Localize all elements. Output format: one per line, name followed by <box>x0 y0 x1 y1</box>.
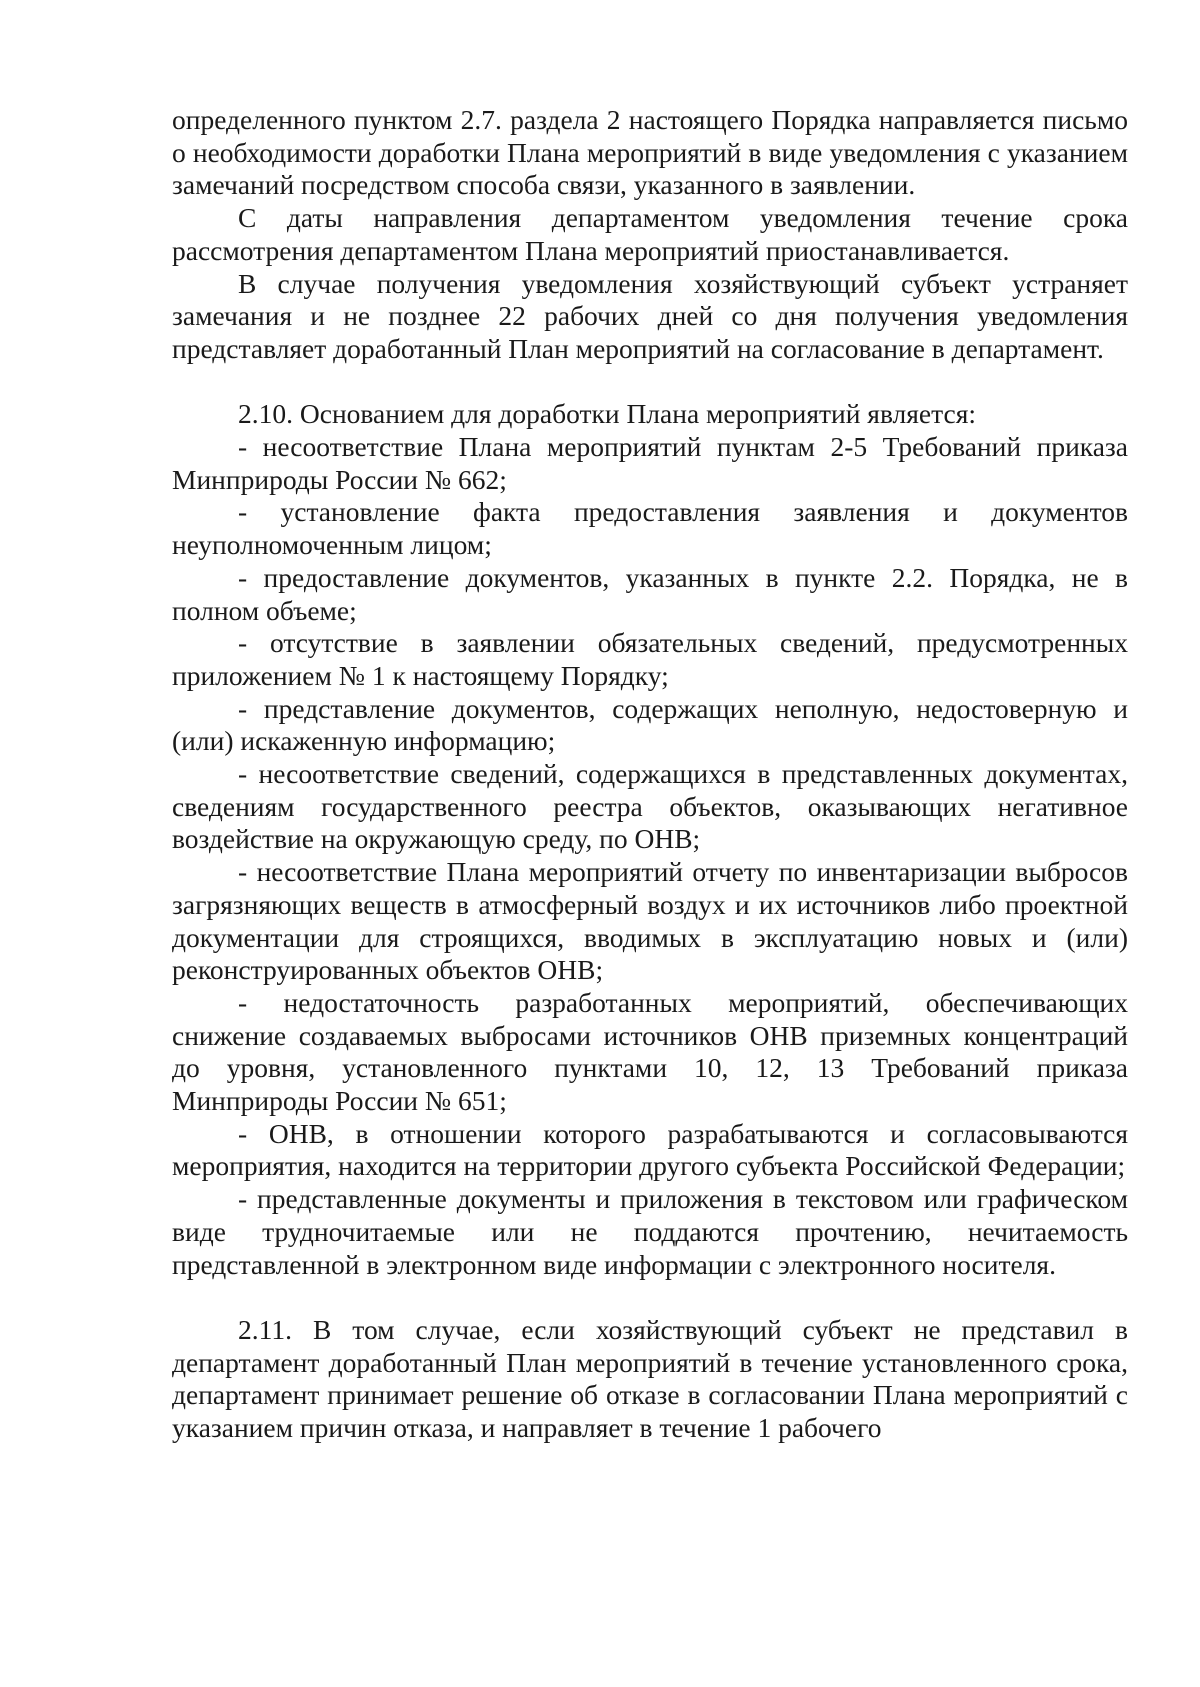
list-item-registry-mismatch: - несоответствие сведений, содержащихся в представленных документах, сведениям государственного реестра объектов, оказывающих негативное воздействие на окружающую среду, по ОНВ; <box>172 758 1128 855</box>
paragraph-2-11: 2.11. В том случае, если хозяйствующий субъект не представил в департамент доработанный План мероприятий в течение установленного срока, департамент принимает решение об отказе в согласовании Плана мероприятий с указанием причин отказа, и направляет в течение 1 рабочего <box>172 1313 1128 1444</box>
list-item-inventory-mismatch: - несоответствие Плана мероприятий отчету по инвентаризации выбросов загрязняющих веществ в атмосферный воздух и их источников либо проектной документации для строящихся, вводимых в эксплуатацию новых и (или) реконструированных объектов ОНВ; <box>172 856 1128 986</box>
paragraph-continuation: определенного пунктом 2.7. раздела 2 настоящего Порядка направляется письмо о необходимости доработки Плана мероприятий в виде уведомления с указанием замечаний посредством способа связи, указанного в заявлении. <box>172 104 1128 201</box>
paragraph-resubmission: В случае получения уведомления хозяйствующий субъект устраняет замечания и не позднее 22 рабочих дней со дня получения уведомления представляет доработанный План мероприятий на согласование в департамент. <box>172 267 1128 364</box>
list-item-unauthorized-person: - установление факта предоставления заявления и документов неуполномоченным лицом; <box>172 496 1128 561</box>
list-item-missing-information: - отсутствие в заявлении обязательных сведений, предусмотренных приложением № 1 к настоящему Порядку; <box>172 627 1128 691</box>
list-item-inaccurate-information: - представление документов, содержащих неполную, недостоверную и (или) искаженную информацию; <box>172 692 1128 757</box>
document-body <box>172 104 1128 1445</box>
list-item-unreadable-documents: - представленные документы и приложения в текстовом или графическом виде трудночитаемые или не поддаются прочтению, нечитаемость представленной в электронном виде информации с электронного носителя. <box>172 1183 1128 1280</box>
list-item-requirements-662: - несоответствие Плана мероприятий пунктам 2-5 Требований приказа Минприроды России № 662; <box>172 431 1128 495</box>
list-item-other-territory: - ОНВ, в отношении которого разрабатываются и согласовываются мероприятия, находится на территории другого субъекта Российской Федерации; <box>172 1117 1128 1182</box>
paragraph-suspension: С даты направления департаментом уведомления течение срока рассмотрения департаментом Плана мероприятий приостанавливается. <box>172 202 1128 266</box>
paragraph-2-10-heading: 2.10. Основанием для доработки Плана мероприятий является: <box>238 398 976 430</box>
list-item-insufficient-measures: - недостаточность разработанных мероприятий, обеспечивающих снижение создаваемых выбросами источников ОНВ приземных концентраций до уровня, установленного пунктами 10, 12, 13 Требований приказа Минприроды России № 651; <box>172 986 1128 1117</box>
list-item-incomplete-documents: - предоставление документов, указанных в пункте 2.2. Порядка, не в полном объеме; <box>172 561 1128 626</box>
